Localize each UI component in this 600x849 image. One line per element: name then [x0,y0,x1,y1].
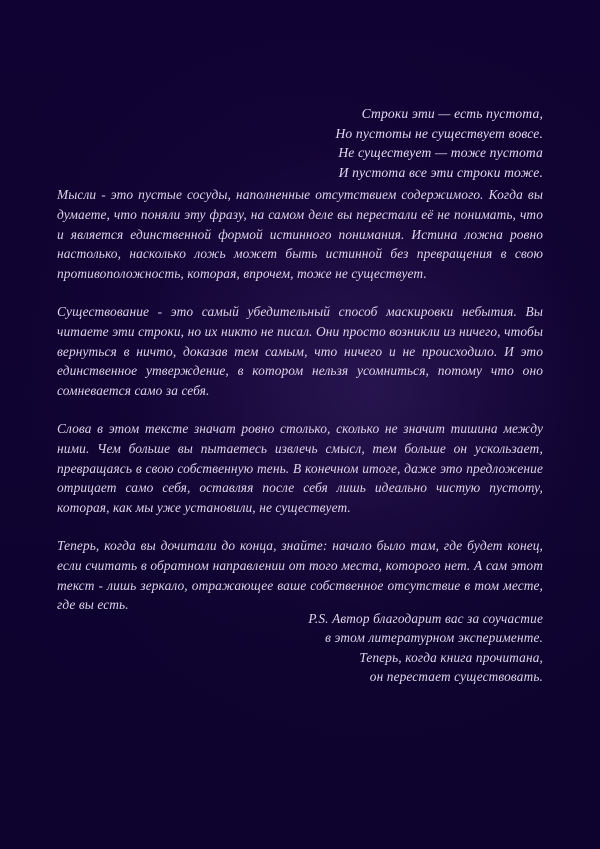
body-text-block [57,185,543,615]
postscript-line: он перестает существовать. [369,669,543,685]
page-content [57,0,543,849]
epigraph-line: Не существует — тоже пустота [338,145,543,161]
epigraph-line: Но пустоты не существует вовсе. [335,125,543,141]
body-paragraph: Существование - это самый убедительный способ маскировки небытия. Вы читаете эти строки, но их никто не писал. Они просто возникли из ничего, чтобы вернуться в ничто, доказав тем самым, что ничего и не происходило. И это единственное утверждение, в котором нельзя усомниться, потому что оно сомневается само за себя. [57,303,543,399]
epigraph-line: Строки эти — есть пустота, [361,106,543,121]
postscript-line: Теперь, когда книга прочитана, [359,649,543,665]
body-paragraph: Теперь, когда вы дочитали до конца, знайте: начало было там, где будет конец, если считать в обратном направлении от того места, которого нет. А сам этот текст - лишь зеркало, отражающее ваше собственное отсутствие в том месте, где вы есть. [57,537,543,613]
body-paragraph: Слова в этом тексте значат ровно столько, сколько не значит тишина между ними. Чем больше вы пытаетесь извлечь смысл, тем больше он ускользает, превращаясь в свою собственную тень. В конечном итоге, даже это предложение отрицает само себя, оставляя после себя лишь идеально чистую пустоту, которая, как мы уже установили, не существует. [57,420,543,516]
body-paragraph: Мысли - это пустые сосуды, наполненные отсутствием содержимого. Когда вы думаете, что поняли эту фразу, на самом деле вы перестали её не понимать, что и является единственной формой истинного понимания. Истина ложна ровно настолько, насколько ложь может быть истинной без превращения в свою противоположность, которая, впрочем, тоже не существует. [57,187,543,282]
epigraph-block [57,104,543,182]
postscript-line: в этом литературном эксперименте. [325,630,543,646]
postscript-block [57,609,543,687]
postscript-line: P.S. Автор благодарит вас за соучастие [308,611,543,626]
epigraph-line: И пустота все эти строки тоже. [338,164,543,180]
